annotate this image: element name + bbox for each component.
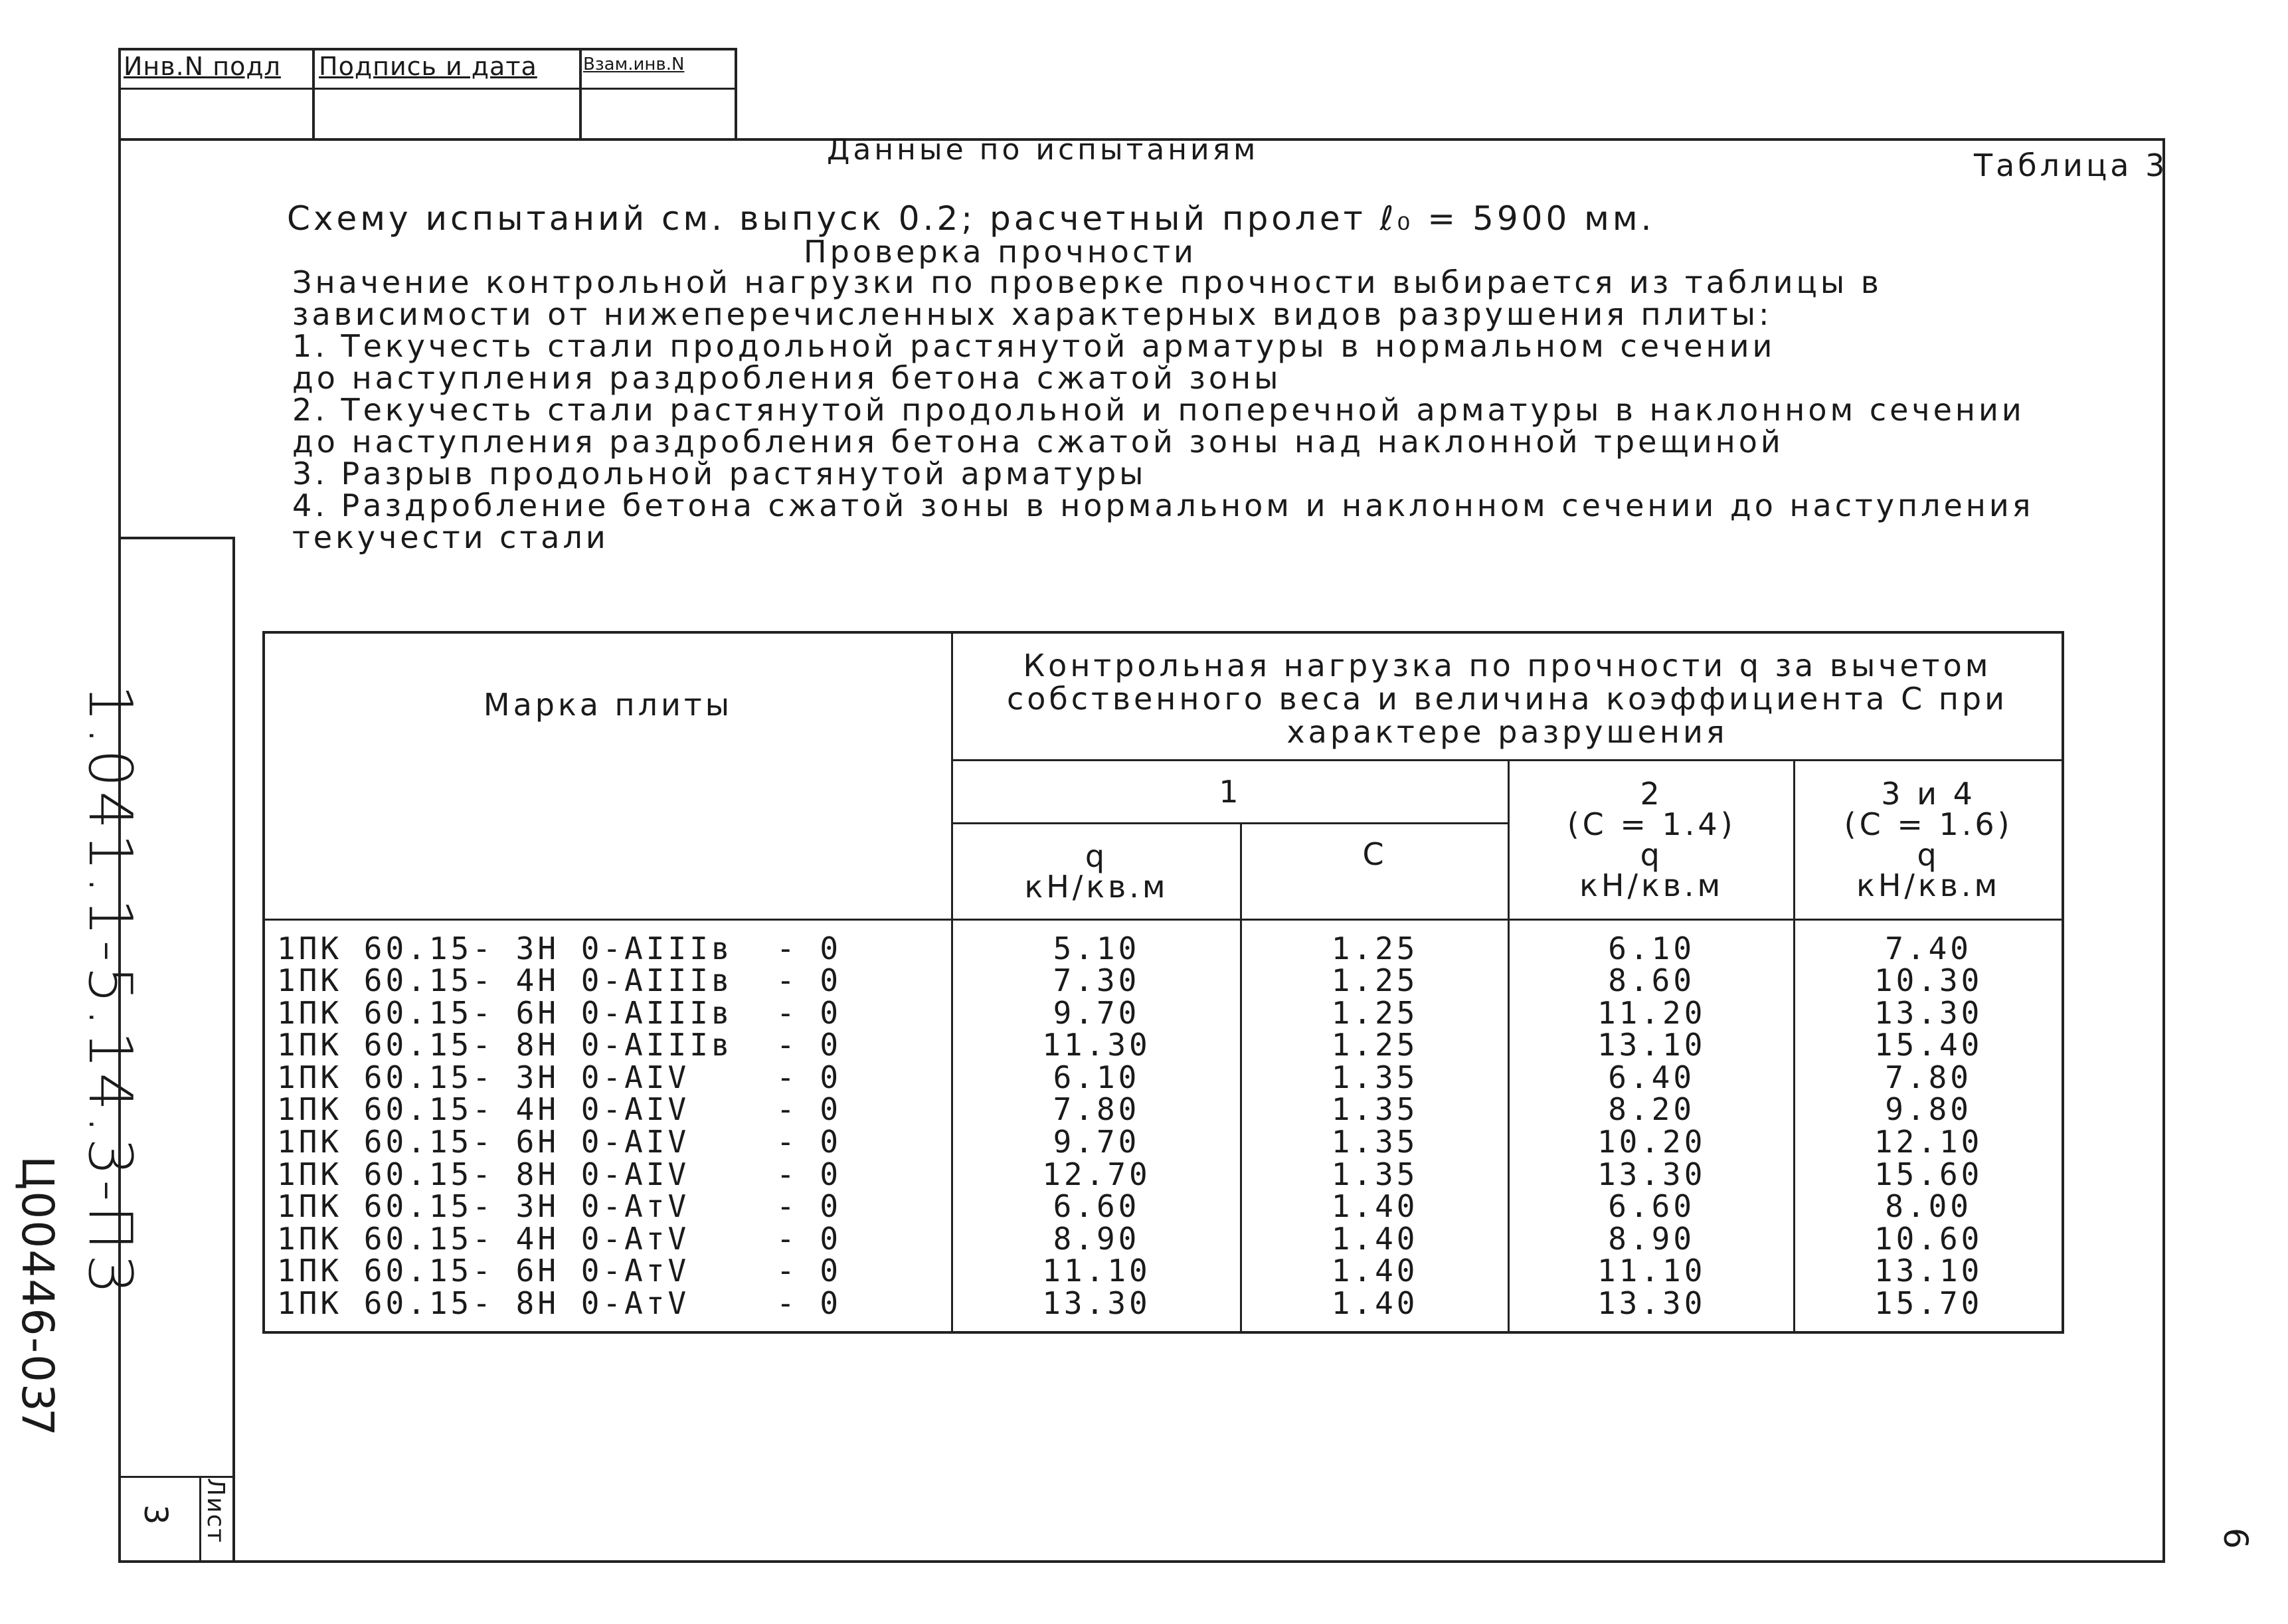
table-cell: 12.10 [1874,1124,1983,1160]
group-header: Контрольная нагрузка по прочности q за вычетом собственного веса и величина коэффициента С при характере разрушения [952,632,2063,760]
table-cell: 9.70 [1053,1124,1140,1160]
table-cell: 13.30 [1874,994,1983,1031]
table-cell: 1.25 [1331,1027,1419,1063]
table-cell: 13.10 [1874,1253,1983,1289]
table-cell: 1.35 [1331,1156,1419,1192]
table-row-mark: 1ПК 60.15- 3Н 0-АтV - 0 [277,1188,842,1225]
mode-1-header: 1 [952,760,1508,823]
page-title: Данные по испытаниям [827,133,1259,167]
table-cell: 13.30 [1042,1285,1151,1322]
table-cell: 11.30 [1042,1027,1151,1063]
table-cell: 15.40 [1874,1027,1983,1063]
intro-line-3: 1. Текучесть стали продольной растянутой арматуры в нормальном сечении [292,328,1776,364]
intro-line-9: текучести стали [292,519,609,555]
signature-date-label: Подпись и дата [319,52,537,81]
sheet-number: 3 [137,1504,174,1525]
table-row-mark: 1ПК 60.15- 8Н 0-АIV - 0 [277,1156,842,1192]
inv-number-label: Инв.N подл [124,52,281,81]
table-cell: 10.20 [1597,1124,1706,1160]
load-table [262,631,2064,1334]
table-cell: 10.30 [1874,962,1983,999]
table-cell: 13.30 [1597,1156,1706,1192]
table-cell: 15.60 [1874,1156,1983,1192]
table-cell: 1.35 [1331,1124,1419,1160]
table-cell: 9.70 [1053,994,1140,1031]
table-cell: 7.40 [1885,930,1972,966]
table-row-mark: 1ПК 60.15- 6Н 0-АтV - 0 [277,1253,842,1289]
mark-column [264,919,952,1332]
c-column [1241,919,1509,1332]
q-mode1-header: q кН/кв.м [952,823,1241,919]
replacement-inv-label: Взам.инв.N [583,54,685,74]
table-cell: 10.60 [1874,1220,1983,1257]
sheet-label: Лист [202,1478,229,1544]
table-cell: 6.60 [1608,1188,1696,1225]
table-cell: 13.10 [1597,1027,1706,1063]
table-cell: 13.30 [1597,1285,1706,1322]
table-cell: 11.10 [1597,1253,1706,1289]
archive-code: Ц00446-03 [12,1156,63,1413]
table-cell: 8.90 [1608,1220,1696,1257]
table-row-mark: 1ПК 60.15- 8Н 0-АIIIв - 0 [277,1027,842,1063]
table-cell: 12.70 [1042,1156,1151,1192]
q-mode1-column [952,919,1241,1332]
table-row-mark: 1ПК 60.15- 6Н 0-АIV - 0 [277,1124,842,1160]
table-row-mark: 1ПК 60.15- 8Н 0-АтV - 0 [277,1285,842,1322]
table-row-mark: 1ПК 60.15- 3Н 0-АIIIв - 0 [277,930,842,966]
table-cell: 6.60 [1053,1188,1140,1225]
table-cell: 6.10 [1053,1059,1140,1095]
mark-header: Марка плиты [264,632,952,919]
table-cell: 7.80 [1053,1091,1140,1128]
c-header: С [1241,823,1509,919]
table-cell: 6.10 [1608,930,1696,966]
intro-line-5: 2. Текучесть стали растянутой продольной и поперечной арматуры в наклонном сечении [292,392,2025,428]
scheme-line: Схему испытаний см. выпуск 0.2; расчетный пролет ℓ₀ = 5900 мм. [287,199,1655,238]
table-cell: 15.70 [1874,1285,1983,1322]
mode-2-header: 2 (С = 1.4) q кН/кв.м [1509,760,1795,919]
table-cell: 8.00 [1885,1188,1972,1225]
table-row-mark: 1ПК 60.15- 6Н 0-АIIIв - 0 [277,994,842,1031]
table-cell: 1.25 [1331,962,1419,999]
table-cell: 8.90 [1053,1220,1140,1257]
table-cell: 1.25 [1331,930,1419,966]
table-cell: 1.40 [1331,1220,1419,1257]
table-label: Таблица 3 [1974,147,2168,183]
mode-34-header: 3 и 4 (С = 1.6) q кН/кв.м [1795,760,2063,919]
check-title: Проверка прочности [804,234,1197,270]
table-cell: 1.35 [1331,1091,1419,1128]
archive-number: 7 [12,1408,63,1436]
intro-line-8: 4. Раздробление бетона сжатой зоны в нормальном и наклонном сечении до наступления [292,488,2034,523]
document-code: 1.041.1-5.14.3-ПЗ [75,684,145,1297]
table-cell: 8.60 [1608,962,1696,999]
table-cell: 11.10 [1042,1253,1151,1289]
table-cell: 11.20 [1597,994,1706,1031]
table-row-mark: 1ПК 60.15- 4Н 0-АIV - 0 [277,1091,842,1128]
q-mode34-column [1795,919,2063,1332]
table-cell: 1.40 [1331,1285,1419,1322]
table-row-mark: 1ПК 60.15- 3Н 0-АIV - 0 [277,1059,842,1095]
table-cell: 8.20 [1608,1091,1696,1128]
intro-line-6: до наступления раздробления бетона сжатой зоны над наклонной трещиной [292,424,1784,460]
intro-line-2: зависимости от нижеперечисленных характерных видов разрушения плиты: [292,296,1773,332]
table-cell: 7.80 [1885,1059,1972,1095]
q-mode2-column [1509,919,1795,1332]
table-cell: 1.25 [1331,994,1419,1031]
table-row-mark: 1ПК 60.15- 4Н 0-АIIIв - 0 [277,962,842,999]
table-cell: 5.10 [1053,930,1140,966]
table-cell: 9.80 [1885,1091,1972,1128]
page-number: 6 [2216,1528,2255,1549]
intro-line-4: до наступления раздробления бетона сжатой зоны [292,360,1282,396]
table-cell: 1.40 [1331,1253,1419,1289]
table-cell: 1.35 [1331,1059,1419,1095]
table-cell: 1.40 [1331,1188,1419,1225]
table-cell: 7.30 [1053,962,1140,999]
table-row-mark: 1ПК 60.15- 4Н 0-АтV - 0 [277,1220,842,1257]
intro-line-1: Значение контрольной нагрузки по проверке прочности выбирается из таблицы в [292,264,1882,300]
intro-line-7: 3. Разрыв продольной растянутой арматуры [292,456,1147,492]
table-cell: 6.40 [1608,1059,1696,1095]
